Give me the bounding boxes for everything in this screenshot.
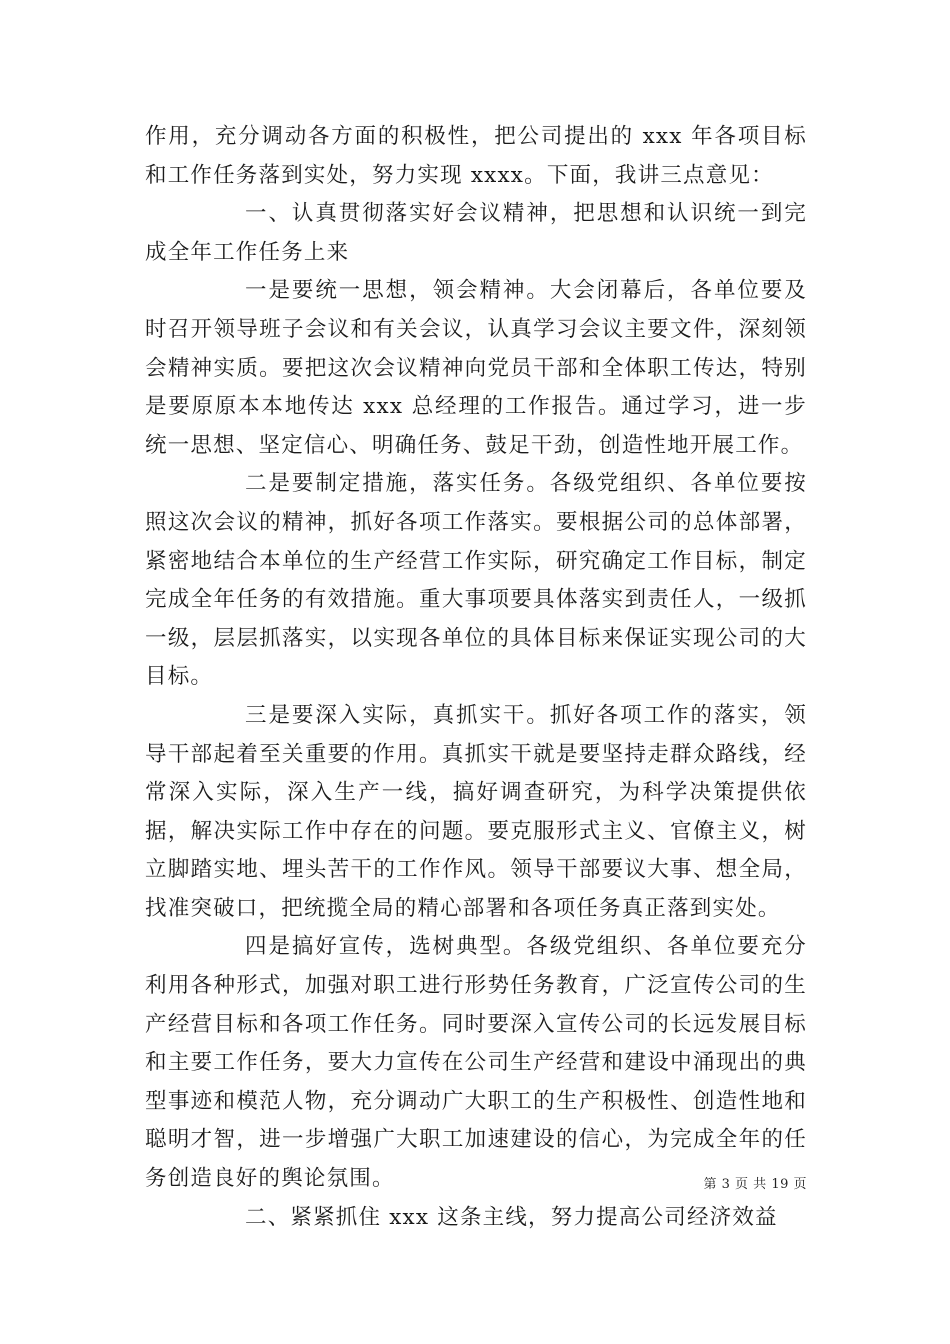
paragraph-point-one: 一是要统一思想，领会精神。大会闭幕后，各单位要及时召开领导班子会议和有关会议，认真学习会议主要文件，深刻领会精神实质。要把这次会议精神向党员干部和全体职工传达，特别是要原原本本地传达 xxx 总经理的工作报告。通过学习，进一步统一思想、坚定信心、明确任务、鼓足干劲，创造性地开展工作。: [145, 278, 807, 458]
page-number-footer: 第 3 页 共 19 页: [703, 1177, 807, 1192]
section-heading-one: 一、认真贯彻落实好会议精神，把思想和认识统一到完成全年工作任务上来: [145, 201, 807, 265]
paragraph-point-three: 三是要深入实际，真抓实干。抓好各项工作的落实，领导干部起着至关重要的作用。真抓实干就是要坚持走群众路线，经常深入实际，深入生产一线，搞好调查研究，为科学决策提供依据，解决实际工作中存在的问题。要克服形式主义、官僚主义，树立脚踏实地、埋头苦干的工作作风。领导干部要议大事、想全局，找准突破口，把统揽全局的精心部署和各项任务真正落到实处。: [145, 702, 807, 921]
paragraph-point-two: 二是要制定措施，落实任务。各级党组织、各单位要按照这次会议的精神，抓好各项工作落实。要根据公司的总体部署，紧密地结合本单位的生产经营工作实际，研究确定工作目标，制定完成全年任务的有效措施。重大事项要具体落实到责任人，一级抓一级，层层抓落实，以实现各单位的具体目标来保证实现公司的大目标。: [145, 471, 807, 690]
paragraph-point-four: 四是搞好宣传，选树典型。各级党组织、各单位要充分利用各种形式，加强对职工进行形势任务教育，广泛宣传公司的生产经营目标和各项工作任务。同时要深入宣传公司的长远发展目标和主要工作任务，要大力宣传在公司生产经营和建设中涌现出的典型事迹和模范人物，充分调动广大职工的生产积极性、创造性地和聪明才智，进一步增强广大职工加速建设的信心，为完成全年的任务创造良好的舆论氛围。: [145, 934, 807, 1192]
section-heading-two: 二、紧紧抓住 xxx 这条主线，努力提高公司经济效益: [245, 1204, 778, 1230]
paragraph-continuation: 作用，充分调动各方面的积极性，把公司提出的 xxx 年各项目标和工作任务落到实处，努力实现 xxxx。下面，我讲三点意见：: [145, 124, 807, 188]
document-body: [145, 118, 807, 1237]
